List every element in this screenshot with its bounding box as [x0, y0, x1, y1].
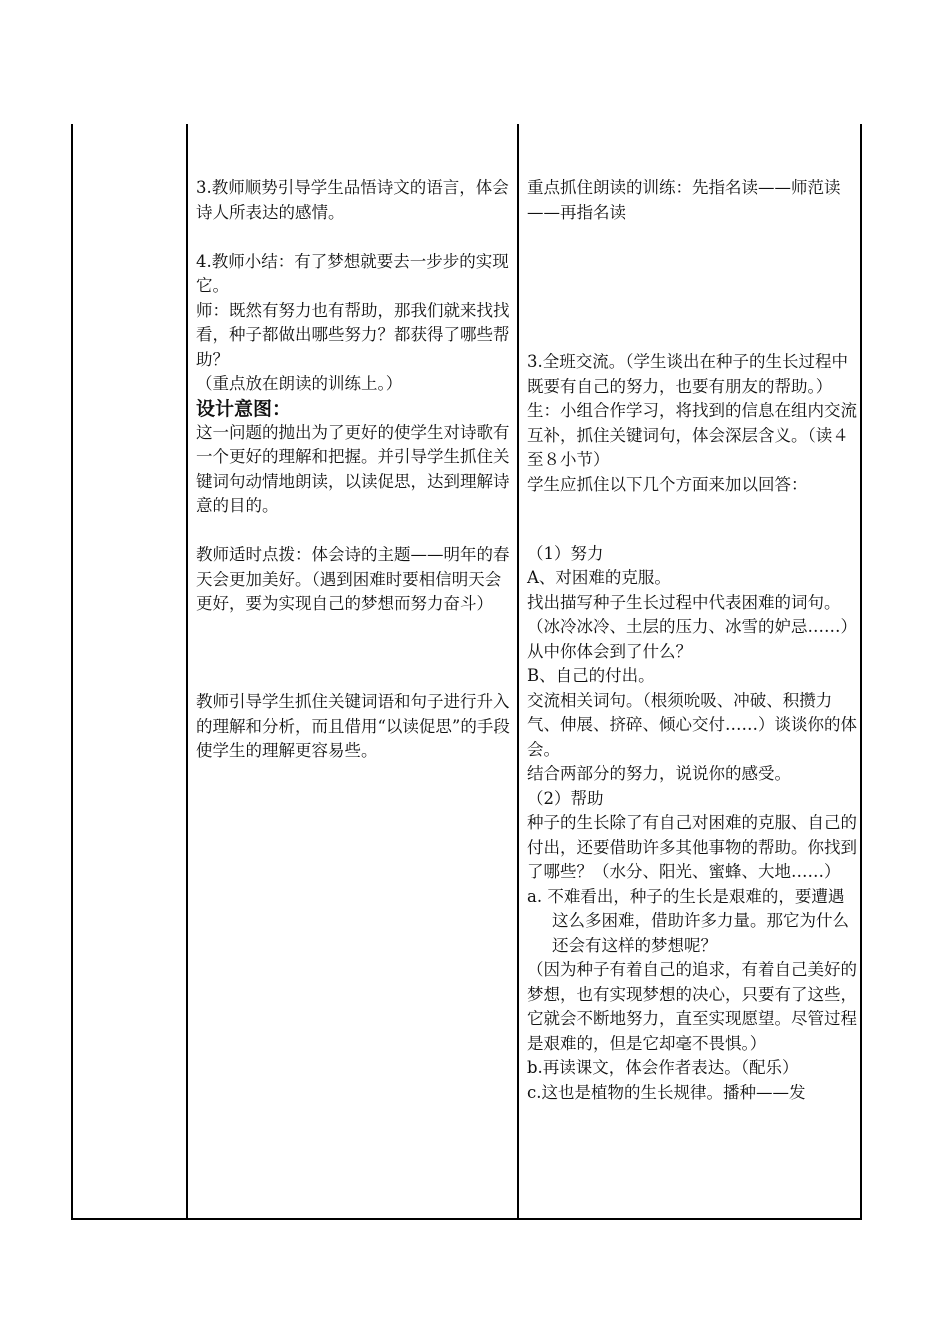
design-intent-heading: 设计意图： — [196, 397, 292, 420]
right-paragraph-12: 种子的生长除了有自己对困难的克服、自己的付出，还要借助许多其他事物的帮助。你找到了哪些？（水分、阳光、蜜蜂、大地……） — [527, 813, 857, 881]
table-border-bottom — [71, 1218, 862, 1220]
table-border-left — [71, 124, 73, 1220]
right-column-cell-top — [527, 176, 857, 225]
table-divider-2 — [517, 124, 519, 1220]
right-paragraph-13: a. 不难看出，种子的生长是艰难的，要遭遇这么多困难，借助许多力量。那它为什么还会有这样的梦想呢？ — [527, 886, 849, 955]
table-border-right — [860, 124, 862, 1220]
right-paragraph-14: （因为种子有着自己的追求，有着自己美好的梦想，也有实现梦想的决心，只要有了这些，它就会不断地努力，直至实现愿望。尽管过程是艰难的，但是它却毫不畏惧。） — [527, 960, 857, 1053]
right-paragraph-2: 3.全班交流。（学生谈出在种子的生长过程中既要有自己的努力，也要有朋友的帮助。） — [527, 352, 848, 396]
right-paragraph-7: 找出描写种子生长过程中代表困难的词句。（冰冷冰冷、土层的压力、冰雪的妒忌……）从中你体会到了什么？ — [527, 592, 857, 661]
right-paragraph-1: 重点抓住朗读的训练：先指名读——师范读——再指名读 — [527, 178, 841, 222]
right-paragraph-6: A、对困难的克服。 — [527, 568, 671, 587]
middle-paragraph-1: 3.教师顺势引导学生品悟诗文的语言，体会诗人所表达的感情。 — [196, 178, 509, 222]
right-paragraph-5: （1）努力 — [527, 543, 604, 563]
right-paragraph-16: c.这也是植物的生长规律。播种——发 — [527, 1082, 806, 1102]
middle-column-cell — [196, 176, 514, 764]
right-paragraph-10: 结合两部分的努力，说说你的感受。 — [527, 764, 791, 783]
right-column-cell — [527, 350, 857, 1105]
middle-paragraph-7: 教师引导学生抓住关键词语和句子进行升入的理解和分析，而且借用“以读促思”的手段使学生的理解更容易些。 — [196, 692, 510, 760]
middle-paragraph-2: 4.教师小结：有了梦想就要去一步步的实现它。 — [196, 251, 509, 295]
right-paragraph-15: b.再读课文，体会作者表达。（配乐） — [527, 1058, 799, 1077]
table-divider-1 — [186, 124, 188, 1220]
middle-paragraph-4: （重点放在朗读的训练上。） — [196, 374, 403, 393]
right-paragraph-11: （2）帮助 — [527, 788, 604, 808]
middle-paragraph-5: 这一问题的抛出为了更好的使学生对诗歌有一个更好的理解和把握。并引导学生抓住关键词句动情地朗读，以读促思，达到理解诗意的目的。 — [196, 422, 510, 515]
right-paragraph-4: 学生应抓住以下几个方面来加以回答： — [527, 474, 808, 494]
right-paragraph-8: B、自己的付出。 — [527, 666, 655, 685]
right-paragraph-3: 生：小组合作学习，将找到的信息在组内交流互补，抓住关键词句，体会深层含义。（读４至８小节） — [527, 401, 857, 469]
middle-paragraph-6: 教师适时点拨：体会诗的主题——明年的春天会更加美好。（遇到困难时要相信明天会更好，要为实现自己的梦想而努力奋斗） — [196, 545, 510, 613]
right-paragraph-9: 交流相关词句。（根须吮吸、冲破、积攒力气、伸展、挤碎、倾心交付……）谈谈你的体会。 — [527, 690, 857, 759]
middle-paragraph-3: 师：既然有努力也有帮助，那我们就来找找看，种子都做出哪些努力？都获得了哪些帮助？ — [196, 300, 510, 369]
